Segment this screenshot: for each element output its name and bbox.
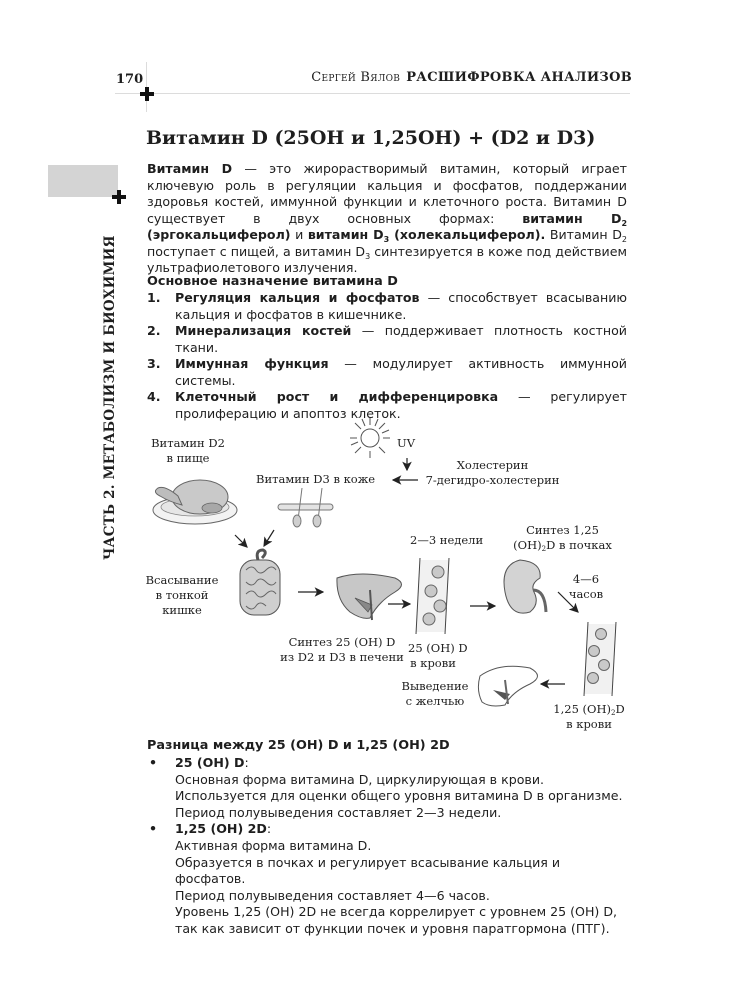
blood-vessel-icon xyxy=(584,622,616,696)
intro-paragraph: Витамин D — это жирорастворимый витамин, который играет ключевую роль в регуляции кальция и фосфатов, поддержании здоровья костей, иммунной функции и клеточного роста. Витамин D существует в двух основных формах: витамин $D_2$ (эргокальциферол) и витамин $D_3$ (холекальциферол). Витамин $D_2$ поступает с пищей, а витамин $D_3$ синтезируется в коже под действием ультрафиолетового излучения. xyxy=(147,161,628,275)
page-number: 170 xyxy=(116,72,144,87)
purpose-heading: Основное назначение витамина D xyxy=(147,274,398,289)
liver-icon xyxy=(337,574,402,620)
blood-vessel-icon xyxy=(416,558,449,634)
list-item: 3. Иммунная функция — модулирует активность иммунной системы. xyxy=(147,356,627,388)
list-item: 2. Минерализация костей — поддерживает плотность костной ткани. xyxy=(147,323,627,355)
vitamin-d3-term: витамин $D_3$ (холекальциферол). xyxy=(307,227,546,244)
roast-chicken-icon xyxy=(153,480,237,524)
label-excretion: Выведение с желчью xyxy=(401,679,469,708)
intro-lead: Витамин D xyxy=(147,161,233,176)
skin-hair-icon xyxy=(278,488,333,527)
label-blood-125oh: 1,25 $(OH)_2D$ в крови xyxy=(553,702,625,731)
label-uv: UV xyxy=(397,436,415,450)
list-item: • 25 (OH) D: Основная форма витамина D, циркулирующая в крови. Используется для оценки общего уровня витамина D в организме. Период полувыведения составляет 2—3 недели. xyxy=(149,755,623,820)
running-head-book-title: РАСШИФРОВКА АНАЛИЗОВ xyxy=(406,70,632,85)
chapter-label: ЧАСТЬ 2. МЕТАБОЛИЗМ И БИОХИМИЯ xyxy=(102,235,118,560)
list-item: 4. Клеточный рост и дифференцировка — регулирует пролиферацию и апоптоз клеток. xyxy=(147,389,627,421)
vitamin-d2-term: витамин $D_2$ (эргокальциферол) xyxy=(147,210,628,242)
difference-list xyxy=(147,755,627,938)
label-liver-synthesis: Синтез 25 (OH) D из D2 и D3 в печени xyxy=(280,635,404,664)
sun-icon xyxy=(350,418,390,458)
label-hours: 4—6 часов xyxy=(568,572,604,601)
list-item: 1. Регуляция кальция и фосфатов — способствует всасыванию кальция и фосфатов в кишечнике. xyxy=(147,290,627,322)
label-weeks: 2—3 недели xyxy=(410,533,484,547)
label-absorption: Всасывание в тонкой кишке xyxy=(145,573,219,617)
label-cholesterol: Холестерин 7-дегидро-холестерин xyxy=(425,458,560,487)
label-kidney-synthesis: Синтез 1,25 $(OH)_2D$ в почках xyxy=(513,523,612,553)
list-item: • 1,25 (OH) 2D: Активная форма витамина D. Образуется в почках и регулирует всасывание кальция и фосфатов. Период полувыведения составляет 4—6 часов. Уровень 1,25 (OH) 2D не всегда коррелирует с уровнем 25 (OH) D, так как зависит от функции почек и уровня паратгормона (ПТГ). xyxy=(149,821,618,936)
label-d2-food: Витамин D2 в пище xyxy=(151,436,225,465)
label-blood-25oh: 25 (OH) D в крови xyxy=(408,641,468,670)
running-head-author: Сергей Вялов xyxy=(311,70,401,85)
kidney-icon xyxy=(504,560,546,613)
small-intestine-icon xyxy=(240,550,280,615)
label-d3-skin: Витамин D3 в коже xyxy=(256,472,376,486)
difference-heading: Разница между 25 (OH) D и 1,25 (OH) 2D xyxy=(147,738,450,753)
liver-bile-icon xyxy=(478,666,537,706)
article-title: Витамин D (25OH и 1,25OH) + (D2 и D3) xyxy=(146,127,596,149)
